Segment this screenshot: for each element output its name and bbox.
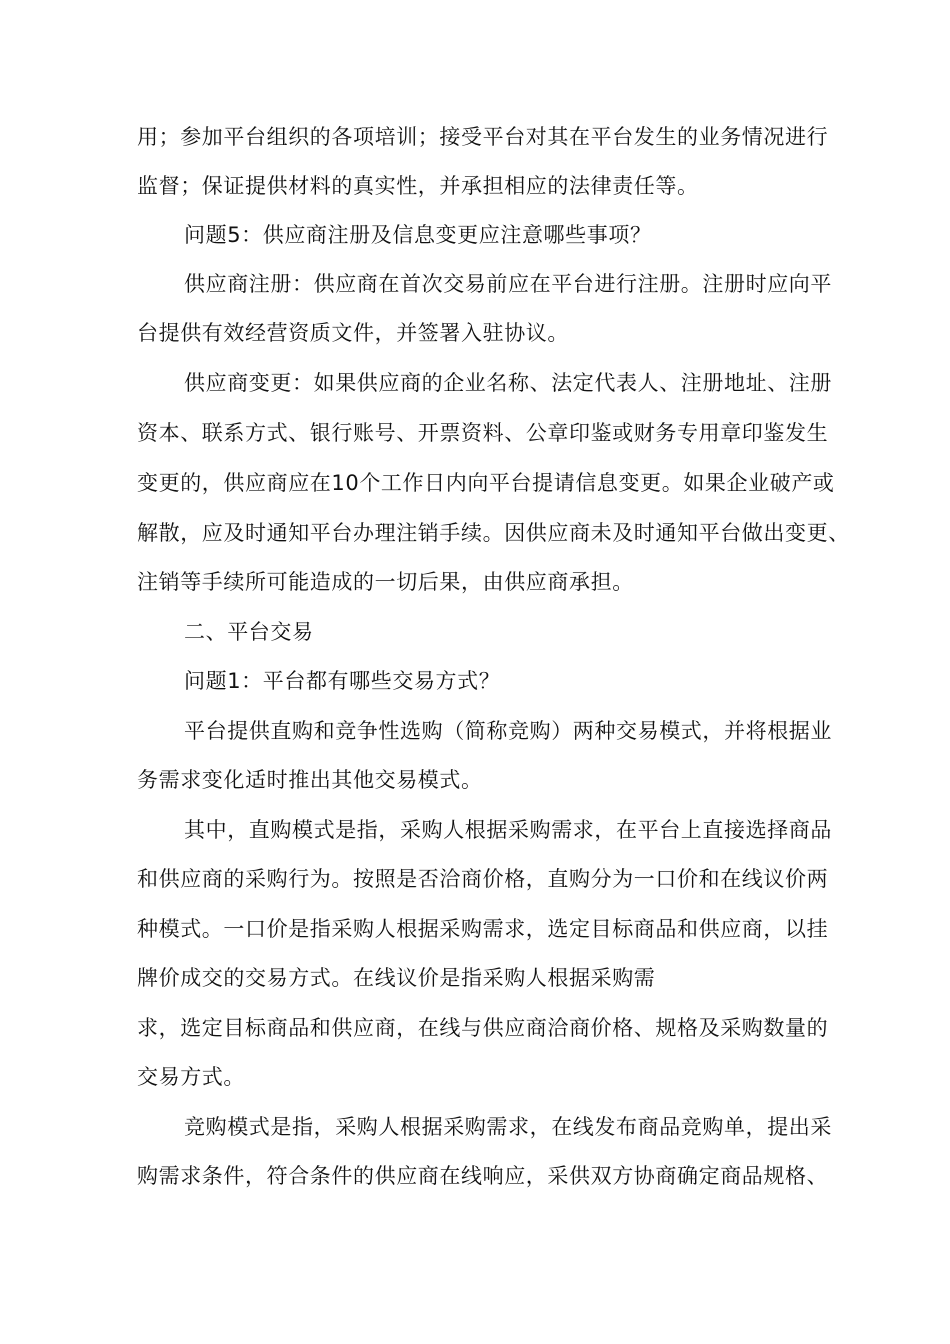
- text-line-18: 牌价成交的交易方式。在线议价是指采购人根据采购需: [137, 966, 656, 990]
- text-line-6: 供应商变更：如果供应商的企业名称、法定代表人、注册地址、注册: [184, 371, 832, 395]
- text-line-7: 资本、联系方式、银行账号、开票资料、公章印鉴或财务专用章印鉴发生: [137, 421, 829, 445]
- text-line-16: 和供应商的采购行为。按照是否洽商价格，直购分为一口价和在线议价两: [137, 867, 829, 891]
- text-line-1: 用；参加平台组织的各项培训；接受平台对其在平台发生的业务情况进行: [137, 125, 829, 149]
- text-line-13: 平台提供直购和竞争性选购（简称竞购）两种交易模式，并将根据业: [184, 719, 832, 743]
- text-line-9: 解散，应及时通知平台办理注销手续。因供应商未及时通知平台做出变更、: [137, 521, 850, 545]
- text-line-14: 务需求变化适时推出其他交易模式。: [137, 768, 483, 792]
- text-line-8: 变更的，供应商应在10个工作日内向平台提请信息变更。如果企业破产或: [137, 471, 835, 495]
- text-line-22: 购需求条件，符合条件的供应商在线响应，采供双方协商确定商品规格、: [137, 1164, 829, 1188]
- text-line-20: 交易方式。: [137, 1065, 245, 1089]
- text-line-5: 台提供有效经营资质文件，并签署入驻协议。: [137, 321, 569, 345]
- text-line-2: 监督；保证提供材料的真实性，并承担相应的法律责任等。: [137, 174, 699, 198]
- text-line-19: 求，选定目标商品和供应商，在线与供应商洽商价格、规格及采购数量的: [137, 1016, 829, 1040]
- question-5-heading: 问题5：供应商注册及信息变更应注意哪些事项？: [184, 223, 652, 247]
- text-line-15: 其中，直购模式是指，采购人根据采购需求，在平台上直接选择商品: [184, 818, 832, 842]
- text-line-4: 供应商注册：供应商在首次交易前应在平台进行注册。注册时应向平: [184, 272, 832, 296]
- section-heading-platform-trading: 二、平台交易: [184, 620, 314, 644]
- text-line-21: 竞购模式是指，采购人根据采购需求，在线发布商品竞购单，提出采: [184, 1115, 832, 1139]
- text-line-10: 注销等手续所可能造成的一切后果，由供应商承担。: [137, 570, 634, 594]
- question-1-heading: 问题1：平台都有哪些交易方式？: [184, 669, 501, 693]
- text-line-17: 种模式。一口价是指采购人根据采购需求，选定目标商品和供应商，以挂: [137, 917, 829, 941]
